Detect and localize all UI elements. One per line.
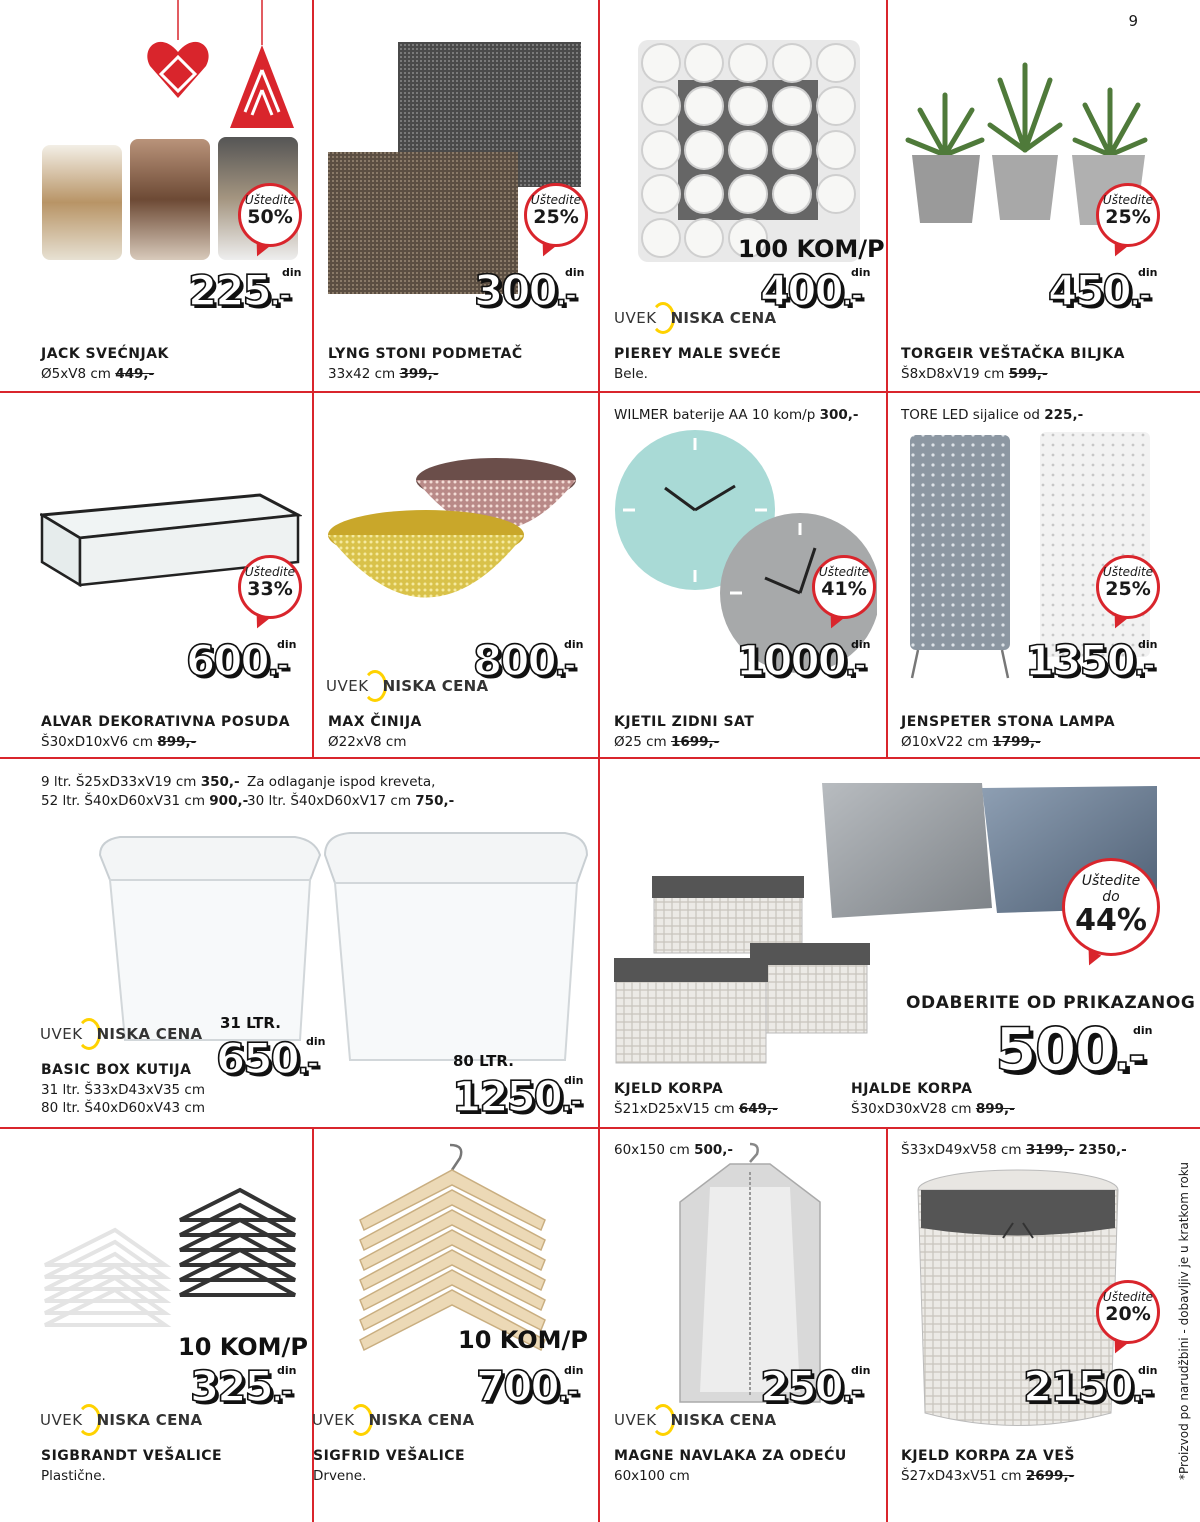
product-details: Š21xD25xV15 cm 649,- [614, 1101, 778, 1117]
grid-divider [886, 1127, 888, 1522]
product-details: Drvene. [313, 1468, 367, 1484]
product-details: 80 ltr. Š40xD60xV43 cm [41, 1100, 205, 1116]
tealight-candles-image [638, 40, 860, 262]
variant-note: 60x150 cm 500,- [614, 1142, 734, 1158]
product-name: SIGBRANDT VEŠALICE [41, 1448, 223, 1464]
product-details: Š27xD43xV51 cm 2699,- [901, 1468, 1075, 1484]
currency-label: din [1138, 266, 1158, 279]
christmas-ornament-illustration [140, 0, 300, 135]
product-name: KJELD KORPA [614, 1081, 724, 1097]
price: 700.- [476, 1362, 578, 1411]
variant-note: Š33xD49xV58 cm 3199,- 2350,- [901, 1142, 1127, 1158]
product-name: HJALDE KORPA [851, 1081, 973, 1097]
currency-label: din [277, 638, 297, 651]
product-details: Bele. [614, 366, 648, 382]
grid-divider [0, 1127, 1200, 1129]
product-name: KJETIL ZIDNI SAT [614, 714, 755, 730]
currency-label: din [277, 1364, 297, 1377]
product-details: Š8xD8xV19 cm 599,- [901, 366, 1048, 382]
product-details: Š30xD10xV6 cm 899,- [41, 734, 197, 750]
product-name: KJELD KORPA ZA VEŠ [901, 1448, 1075, 1464]
page-number: 9 [1128, 12, 1138, 30]
grid-divider [0, 757, 1200, 759]
currency-label: din [1138, 1364, 1158, 1377]
quantity-label: 10 KOM/P [178, 1333, 308, 1361]
order-footnote: *Proizvod po narudžbini - dobavljiv je u kratkom roku [1177, 1162, 1191, 1480]
product-name: SIGFRID VEŠALICE [313, 1448, 466, 1464]
price: 300.- [474, 266, 576, 315]
currency-label: din [1138, 638, 1158, 651]
product-name: TORGEIR VEŠTAČKA BILJKA [901, 346, 1125, 362]
plastic-hangers-image [40, 1165, 305, 1335]
price: 325.- [190, 1362, 292, 1411]
currency-label: din [851, 266, 871, 279]
low-price-logo: UVEK NISKA CENA [326, 670, 488, 702]
product-name: LYNG STONI PODMETAČ [328, 346, 523, 362]
price: 650.- [216, 1034, 318, 1083]
low-price-logo: UVEK NISKA CENA [614, 302, 776, 334]
quantity-label: 100 KOM/P [738, 235, 885, 263]
product-name: MAX ČINIJA [328, 714, 422, 730]
product-details: Plastične. [41, 1468, 106, 1484]
variant-note: 52 ltr. Š40xD60xV31 cm 900,- [41, 793, 249, 809]
product-details: Ø22xV8 cm [328, 734, 407, 750]
quantity-label: 10 KOM/P [458, 1326, 588, 1354]
product-details: 33x42 cm 399,- [328, 366, 439, 382]
variant-note: Za odlaganje ispod kreveta, [247, 774, 436, 790]
product-name: JENSPETER STONA LAMPA [901, 714, 1116, 730]
product-name: ALVAR DEKORATIVNA POSUDA [41, 714, 291, 730]
currency-label: din [564, 1074, 584, 1087]
currency-label: din [1133, 1024, 1153, 1037]
savings-badge: Uštedite 25% [524, 183, 588, 247]
grid-divider [312, 0, 314, 757]
accessory-note: WILMER baterije AA 10 kom/p 300,- [614, 407, 859, 423]
low-price-logo: UVEK NISKA CENA [614, 1404, 776, 1436]
price: 1000.- [736, 636, 865, 685]
price: 600.- [186, 636, 288, 685]
grid-divider [886, 0, 888, 757]
savings-badge: Uštedite 25% [1096, 183, 1160, 247]
product-details: Š30xD30xV28 cm 899,- [851, 1101, 1015, 1117]
price: 2150.- [1023, 1362, 1152, 1411]
product-name: BASIC BOX KUTIJA [41, 1062, 192, 1078]
price: 400.- [760, 266, 862, 315]
currency-label: din [565, 266, 585, 279]
product-details: 31 ltr. Š33xD43xV35 cm [41, 1082, 205, 1098]
price: 250.- [760, 1362, 862, 1411]
price: 450.- [1048, 266, 1150, 315]
savings-badge: Uštedite 41% [812, 555, 876, 619]
savings-badge: Uštedite 50% [238, 183, 302, 247]
product-name: JACK SVEĆNJAK [41, 346, 169, 362]
bowl-image [326, 455, 590, 630]
variant-note: 9 ltr. Š25xD33xV19 cm 350,- [41, 774, 240, 790]
low-price-logo: UVEK NISKA CENA [312, 1404, 474, 1436]
variant-note: 30 ltr. Š40xD60xV17 cm 750,- [247, 793, 455, 809]
savings-badge: Uštedite 20% [1096, 1280, 1160, 1344]
price: 225.- [188, 266, 290, 315]
product-details: 60x100 cm [614, 1468, 690, 1484]
currency-label: din [564, 1364, 584, 1377]
price: 1350.- [1025, 636, 1154, 685]
currency-label: din [306, 1035, 326, 1048]
savings-badge: Uštedite 25% [1096, 555, 1160, 619]
currency-label: din [564, 638, 584, 651]
savings-badge: Uštedite do 44% [1062, 858, 1160, 956]
price: 800.- [473, 636, 575, 685]
volume-label: 31 LTR. [220, 1014, 281, 1032]
currency-label: din [851, 638, 871, 651]
product-details: Ø10xV22 cm 1799,- [901, 734, 1041, 750]
price: 500.- [995, 1015, 1144, 1085]
accessory-note: TORE LED sijalice od 225,- [901, 407, 1084, 423]
low-price-logo: UVEK NISKA CENA [40, 1018, 202, 1050]
offer-headline: ODABERITE OD PRIKAZANOG [906, 993, 1196, 1013]
product-name: PIEREY MALE SVEĆE [614, 346, 782, 362]
savings-badge: Uštedite 33% [238, 555, 302, 619]
product-details: Ø25 cm 1699,- [614, 734, 720, 750]
product-name: MAGNE NAVLAKA ZA ODEĆU [614, 1448, 847, 1464]
currency-label: din [282, 266, 302, 279]
price: 1250.- [452, 1072, 581, 1121]
product-details: Ø5xV8 cm 449,- [41, 366, 155, 382]
grid-divider [0, 391, 1200, 393]
grid-divider [598, 0, 600, 1522]
low-price-logo: UVEK NISKA CENA [40, 1404, 202, 1436]
currency-label: din [851, 1364, 871, 1377]
volume-label: 80 LTR. [453, 1052, 514, 1070]
